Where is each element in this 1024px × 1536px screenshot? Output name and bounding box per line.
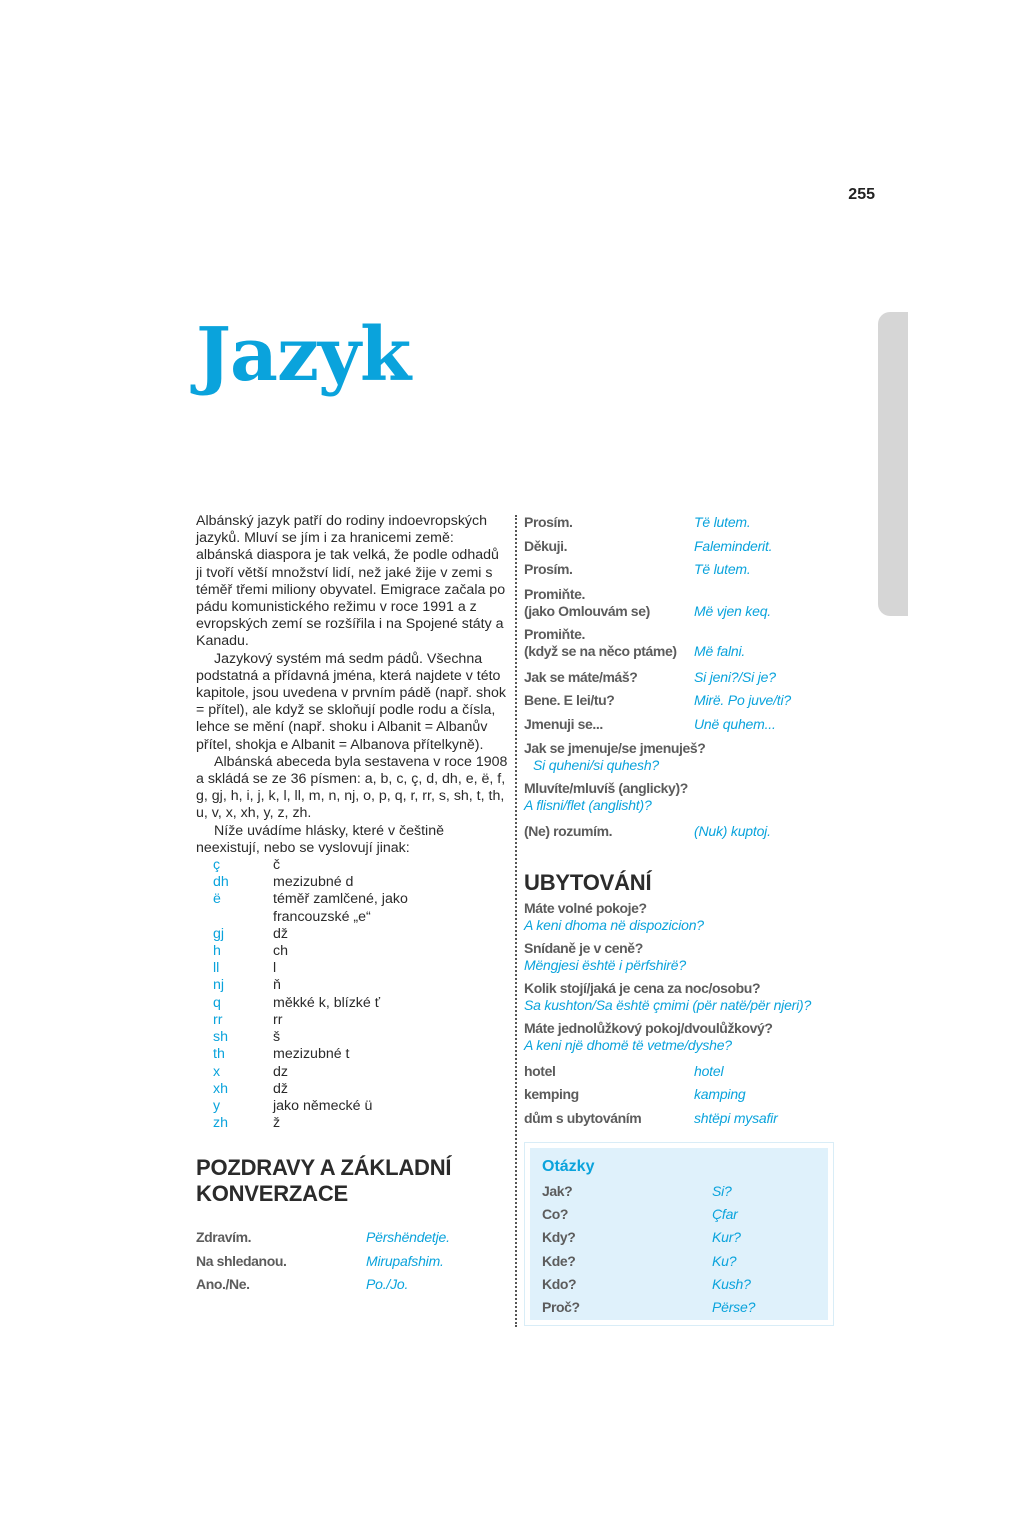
conversation-list <box>524 511 844 844</box>
pronunciation-desc: měkké k, blízké ť <box>273 994 381 1011</box>
phrase-row <box>524 535 844 559</box>
czech-phrase: Jak? <box>542 1183 573 1199</box>
czech-phrase: Bene. E lei/tu? <box>524 692 615 708</box>
phrase-row <box>542 1180 816 1203</box>
pronunciation-desc: l <box>273 960 277 977</box>
albanian-phrase: Më vjen keq. <box>694 602 771 619</box>
pronunciation-row <box>196 1012 508 1029</box>
czech-phrase: Prosím. <box>524 561 573 577</box>
albanian-phrase: A flisni/flet (anglisht)? <box>524 797 652 813</box>
czech-phrase: Na shledanou. <box>196 1252 287 1269</box>
albanian-phrase: Më falni. <box>694 642 746 659</box>
chapter-side-tab <box>878 312 908 616</box>
albanian-letter: x <box>213 1063 221 1080</box>
czech-phrase: kemping <box>524 1086 579 1102</box>
greetings-list <box>196 1226 508 1297</box>
pronunciation-desc: ň <box>273 977 281 994</box>
czech-phrase-note: (jako Omlouvám se) <box>524 602 650 619</box>
phrase-row <box>524 626 844 660</box>
albanian-phrase: Faleminderit. <box>694 537 773 554</box>
pronunciation-desc: téměř zamlčené, jako francouzské „e“ <box>273 891 408 925</box>
czech-phrase: Mluvíte/mluvíš (anglicky)? <box>524 780 688 796</box>
albanian-phrase: Kur? <box>712 1229 741 1246</box>
albanian-phrase: Të lutem. <box>694 514 751 530</box>
phrase-row <box>196 1250 508 1274</box>
czech-phrase: Zdravím. <box>196 1229 252 1246</box>
albanian-phrase: Po./Jo. <box>366 1276 409 1293</box>
czech-phrase: Děkuji. <box>524 537 568 554</box>
czech-phrase <box>524 586 694 620</box>
pronunciation-row <box>196 995 508 1012</box>
phrase-row <box>524 820 844 844</box>
phrase-row <box>524 511 844 535</box>
pronunciation-desc: jako německé ü <box>273 1097 373 1114</box>
phrase-block <box>524 740 844 774</box>
czech-phrase: Kolik stojí/jaká je cena za noc/osobu? <box>524 979 761 996</box>
questions-title: Otázky <box>542 1158 595 1175</box>
pronunciation-desc: dž <box>273 925 288 942</box>
albanian-phrase: Mirupafshim. <box>366 1252 444 1269</box>
pronunciation-row <box>196 977 508 994</box>
czech-phrase: Jak se jmenuje/se jmenuješ? <box>524 740 706 756</box>
phrase-block <box>524 940 844 974</box>
albanian-phrase: Kush? <box>712 1275 751 1292</box>
phrase-row <box>542 1250 816 1273</box>
albanian-phrase: Përshëndetje. <box>366 1229 450 1246</box>
phrase-block <box>524 900 844 934</box>
phrase-row <box>542 1203 816 1226</box>
pronunciation-row <box>196 1115 508 1132</box>
left-column <box>196 513 508 1297</box>
czech-phrase: Kdo? <box>542 1275 577 1292</box>
pronunciation-row <box>196 926 508 943</box>
czech-phrase: Ano./Ne. <box>196 1276 250 1293</box>
albanian-phrase: Si jeni?/Si je? <box>694 668 776 685</box>
pronunciation-desc: ch <box>273 943 288 960</box>
albanian-phrase: Çfar <box>712 1206 738 1223</box>
questions-box <box>524 1142 834 1326</box>
page-number: 255 <box>848 186 875 203</box>
albanian-letter: zh <box>213 1115 228 1132</box>
albanian-letter: nj <box>213 977 225 994</box>
intro-paragraph: Jazykový systém má sedm pádů. Všechna podstatná a přídavná jména, která najdete v této kapitole, jsou uvedena v prvním pádě (např. shok = přítel), ale když se skloňují podle rodu a čísla, lehce se mění (např. shoku i Albanit = Albanův přítel, shokja e Albanit = Albanova přítelkyně). <box>196 650 506 753</box>
pronunciation-row <box>196 1046 508 1063</box>
czech-phrase: hotel <box>524 1062 556 1079</box>
czech-phrase: Prosím. <box>524 514 573 530</box>
pronunciation-list <box>196 857 508 1132</box>
czech-phrase: Proč? <box>542 1299 580 1316</box>
phrase-block <box>524 980 844 1014</box>
albanian-phrase: (Nuk) kuptoj. <box>694 823 771 839</box>
phrase-row <box>524 689 844 713</box>
pronunciation-row <box>196 874 508 891</box>
albanian-phrase: Ku? <box>712 1252 737 1269</box>
albanian-phrase: Sa kushton/Sa është çmimi (për natë/për njeri)? <box>524 996 812 1013</box>
accommodation-heading: UBYTOVÁNÍ <box>524 869 652 895</box>
pronunciation-row <box>196 891 508 925</box>
albanian-letter: ë <box>213 891 221 908</box>
pronunciation-desc: dz <box>273 1063 288 1080</box>
greetings-heading: POZDRAVY A ZÁKLADNÍ KONVERZACE <box>196 1155 452 1207</box>
czech-phrase <box>524 626 694 660</box>
pronunciation-desc: dž <box>273 1080 288 1097</box>
intro-paragraph: Albánský jazyk patří do rodiny indoevropských jazyků. Mluví se jím i za hranicemi země: albánská diaspora je tak velká, že podle odhadů ji tvoří větší množství lidí, než jaké žije v zemi s téměř třemi miliony obyvatel. Emigrace začala po pádu komunistického režimu v roce 1991 a z evropských zemí se rozšířila i na Spojené státy a Kanadu. <box>196 513 506 650</box>
accommodation-list <box>524 900 844 1131</box>
albanian-phrase: Mëngjesi është i përfshirë? <box>524 956 686 973</box>
czech-phrase: Jmenuji se... <box>524 715 603 732</box>
albanian-phrase: kamping <box>694 1086 746 1102</box>
phrase-row <box>542 1296 816 1319</box>
czech-phrase: Kde? <box>542 1252 576 1269</box>
phrase-row <box>524 713 844 737</box>
pronunciation-row <box>196 960 508 977</box>
albanian-letter: y <box>213 1097 221 1114</box>
pronunciation-row <box>196 1064 508 1081</box>
pronunciation-desc: ž <box>273 1115 281 1132</box>
albanian-phrase: Të lutem. <box>694 561 751 577</box>
albanian-phrase: A keni dhoma në dispozicion? <box>524 916 704 933</box>
albanian-phrase: hotel <box>694 1062 724 1079</box>
czech-phrase: dům s ubytováním <box>524 1109 642 1126</box>
albanian-phrase: Përse? <box>712 1299 756 1316</box>
albanian-letter: th <box>213 1046 225 1063</box>
intro-text <box>196 513 508 857</box>
pronunciation-desc: š <box>273 1029 281 1046</box>
albanian-phrase: Mirë. Po juve/ti? <box>694 692 791 708</box>
phrase-row <box>542 1273 816 1296</box>
albanian-letter: xh <box>213 1080 228 1097</box>
chapter-title: Jazyk <box>196 312 411 398</box>
czech-phrase: Kdy? <box>542 1229 576 1246</box>
phrase-row <box>524 586 844 620</box>
pronunciation-row <box>196 1081 508 1098</box>
phrase-row <box>524 1107 844 1131</box>
pronunciation-row <box>196 943 508 960</box>
czech-phrase: Máte volné pokoje? <box>524 899 647 916</box>
intro-paragraph: Albánská abeceda byla sestavena v roce 1908 a skládá se ze 36 písmen: a, b, c, ç, d, dh, e, ë, f, g, gj, h, i, j, k, l, ll, m, n, nj, o, p, q, r, rr, s, sh, t, th, u, v, x, xh, y, z, zh. <box>196 753 508 822</box>
czech-phrase: (Ne) rozumím. <box>524 823 613 839</box>
questions-box-inner <box>530 1148 828 1320</box>
phrase-row <box>524 1083 844 1107</box>
albanian-letter: ç <box>213 857 221 874</box>
czech-phrase: Snídaně je v ceně? <box>524 939 643 956</box>
albanian-letter: gj <box>213 925 225 942</box>
phrase-row <box>524 1060 844 1084</box>
column-divider <box>515 515 517 1327</box>
albanian-letter: ll <box>213 960 220 977</box>
pronunciation-desc: č <box>273 857 281 874</box>
albanian-letter: sh <box>213 1029 228 1046</box>
phrase-row <box>196 1226 508 1250</box>
czech-phrase-line: Promiňte. <box>524 625 585 642</box>
phrase-row <box>196 1273 508 1297</box>
intro-paragraph: Níže uvádíme hlásky, které v češtině neexistují, nebo se vyslovují jinak: <box>196 822 444 856</box>
phrase-row <box>542 1226 816 1249</box>
phrase-row <box>524 558 844 582</box>
pronunciation-desc: rr <box>273 1011 283 1028</box>
czech-phrase-note: (když se na něco ptáme) <box>524 642 677 659</box>
czech-phrase: Co? <box>542 1206 569 1223</box>
right-column <box>524 511 844 1130</box>
phrase-block <box>524 780 844 814</box>
phrase-row <box>524 666 844 690</box>
phrase-block <box>524 1020 844 1054</box>
albanian-letter: dh <box>213 874 229 891</box>
pronunciation-desc: mezizubné d <box>273 874 354 891</box>
pronunciation-desc: mezizubné t <box>273 1046 350 1063</box>
czech-phrase-line: Promiňte. <box>524 585 585 602</box>
albanian-letter: rr <box>213 1011 223 1028</box>
albanian-letter: q <box>213 994 221 1011</box>
czech-phrase: Jak se máte/máš? <box>524 668 638 685</box>
pronunciation-row <box>196 1029 508 1046</box>
albanian-letter: h <box>213 943 221 960</box>
albanian-phrase: Si? <box>712 1183 732 1199</box>
albanian-phrase: Unë quhem... <box>694 715 776 732</box>
albanian-phrase: Si quheni/si quhesh? <box>533 757 659 773</box>
albanian-phrase: A keni një dhomë të vetme/dyshe? <box>524 1036 732 1053</box>
pronunciation-row <box>196 1098 508 1115</box>
czech-phrase: Máte jednolůžkový pokoj/dvoulůžkový? <box>524 1019 773 1036</box>
albanian-phrase: shtëpi mysafir <box>694 1109 778 1126</box>
pronunciation-row <box>196 857 508 874</box>
